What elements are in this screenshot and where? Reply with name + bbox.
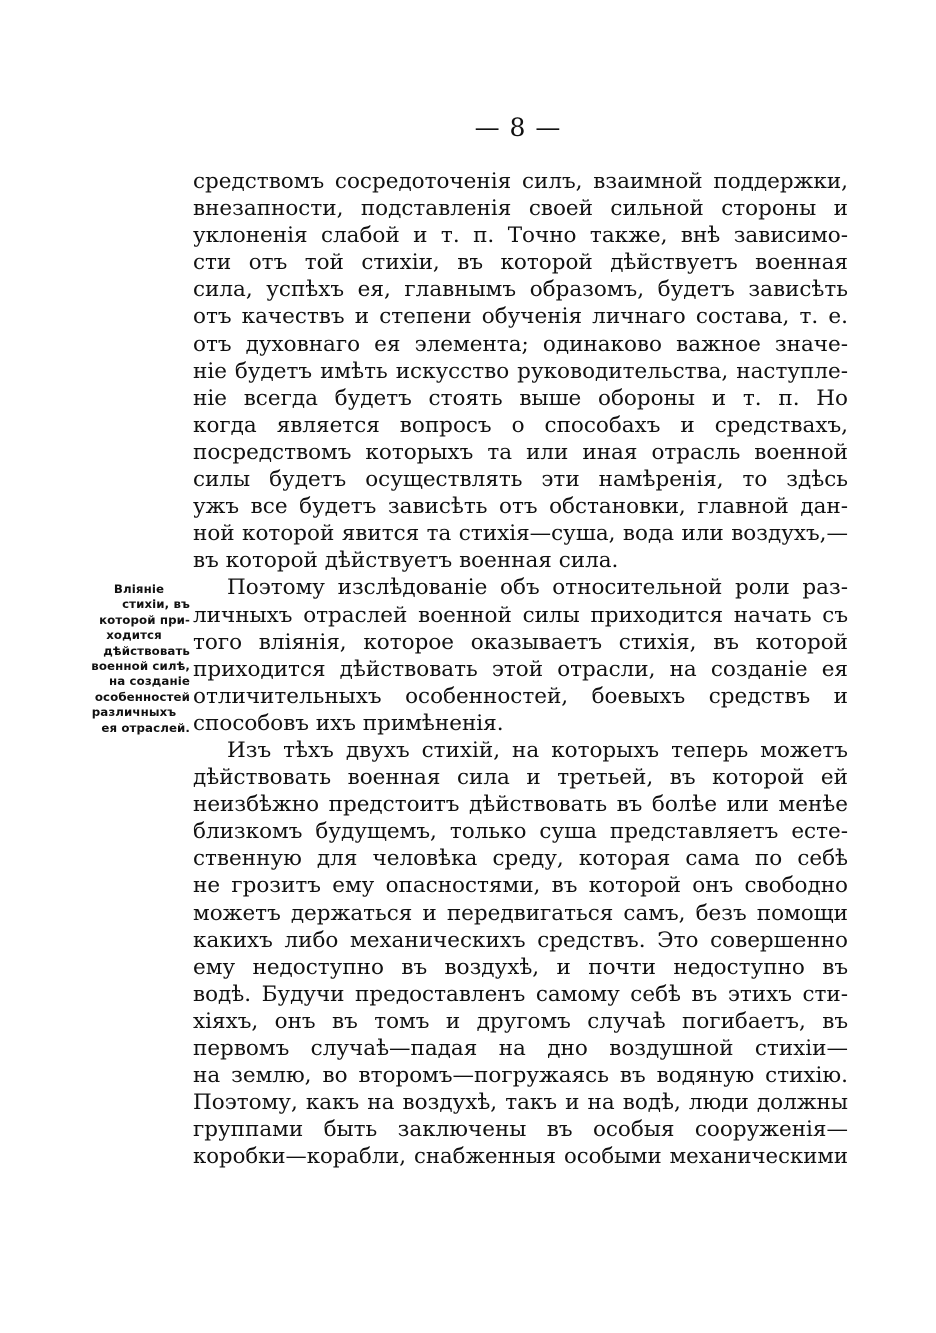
text-line: можетъ держаться и передвигаться самъ, безъ помощи [193, 900, 848, 926]
text-line: отъ духовнаго ея элемента; одинаково важное значе- [193, 331, 848, 357]
text-line: ніе всегда будетъ стоять выше обороны и т. п. Но [193, 385, 848, 411]
text-line: не грозитъ ему опасностями, въ которой онъ свободно [193, 873, 848, 899]
margin-note-line: дѣйствовать [103, 643, 190, 658]
text-line: приходится дѣйствовать этой отрасли, на созданіе ея [193, 656, 848, 682]
page-number: — 8 — [474, 113, 562, 142]
text-line: когда является вопросъ о способахъ и средствахъ, [193, 412, 848, 438]
text-line: отъ качествъ и степени обученія личнаго состава, т. е. [193, 304, 848, 330]
text-line: Изъ тѣхъ двухъ стихій, на которыхъ теперь можетъ [227, 737, 848, 763]
text-line: личныхъ отраслей военной силы приходится начать съ [193, 602, 848, 628]
text-line: того вліянія, которое оказываетъ стихія, въ которой [193, 629, 848, 655]
text-line: ужъ все будетъ зависѣть отъ обстановки, главной дан- [193, 494, 848, 520]
text-line: первомъ случаѣ—падая на дно воздушной стихіи— [193, 1036, 848, 1061]
text-line: на землю, во второмъ—погружаясь въ водяную стихію. [193, 1063, 848, 1089]
margin-note-line: стихіи, въ [122, 597, 190, 612]
text-line: сти отъ той стихіи, въ которой дѣйствуетъ военная [193, 250, 848, 276]
text-line: неизбѣжно предстоитъ дѣйствовать въ болѣе или менѣе [193, 792, 848, 818]
text-line: способовъ ихъ примѣненія. [193, 710, 504, 736]
margin-note-line: на созданіе [109, 674, 190, 689]
text-line: средствомъ сосредоточенія силъ, взаимной поддержки, [193, 169, 848, 194]
margin-note-line: ея отраслей. [101, 720, 190, 735]
text-line: ственную для человѣка среду, которая сама по себѣ [193, 846, 848, 872]
text-line: Поэтому, какъ на воздухѣ, такъ и на водѣ, люди должны [193, 1090, 848, 1116]
margin-note-line: различныхъ [91, 705, 177, 720]
text-line: группами быть заключены въ особыя сооруженія— [193, 1117, 848, 1143]
text-line: коробки—корабли, снабженныя особыми механическими [193, 1144, 848, 1170]
text-line: ной которой явится та стихія—суша, вода или воздухъ,— [193, 521, 848, 547]
text-line: водѣ. Будучи предоставленъ самому себѣ въ этихъ сти- [193, 981, 848, 1007]
text-line: силы будетъ осуществлять эти намѣренія, то здѣсь [193, 467, 848, 493]
text-line: близкомъ будущемъ, только суша представляетъ есте- [193, 819, 848, 845]
text-line: сила, успѣхъ ея, главнымъ образомъ, будетъ зависѣть [193, 277, 848, 303]
body-text [193, 168, 848, 1170]
text-line: уклоненія слабой и т. п. Точно также, внѣ зависимо- [193, 223, 848, 249]
text-line: ему недоступно въ воздухѣ, и почти недоступно въ [193, 954, 848, 980]
margin-note-line: Вліяніе [113, 582, 165, 596]
text-line: дѣйствовать военная сила и третьей, въ которой ей [193, 765, 848, 791]
margin-note-line: которой при- [99, 612, 190, 627]
margin-note-line: военной силѣ, [91, 659, 190, 674]
text-line: въ которой дѣйствуетъ военная сила. [193, 548, 619, 574]
text-line: хіяхъ, онъ въ томъ и другомъ случаѣ погибаетъ, въ [193, 1008, 848, 1034]
text-line: посредствомъ которыхъ та или иная отрасль военной [193, 439, 848, 465]
text-line: ніе будетъ имѣть искусство руководительства, наступле- [193, 358, 848, 384]
text-line: Поэтому изслѣдованіе объ относительной роли раз- [227, 575, 848, 601]
text-line: внезапности, подставленія своей сильной стороны и [193, 196, 848, 222]
margin-note [78, 582, 190, 736]
text-line: отличительныхъ особенностей, боевыхъ средствъ и [193, 683, 848, 709]
margin-note-line: ходится [106, 628, 162, 643]
margin-note-line: особенностей [94, 689, 190, 704]
text-line: какихъ либо механическихъ средствъ. Это совершенно [193, 927, 848, 953]
